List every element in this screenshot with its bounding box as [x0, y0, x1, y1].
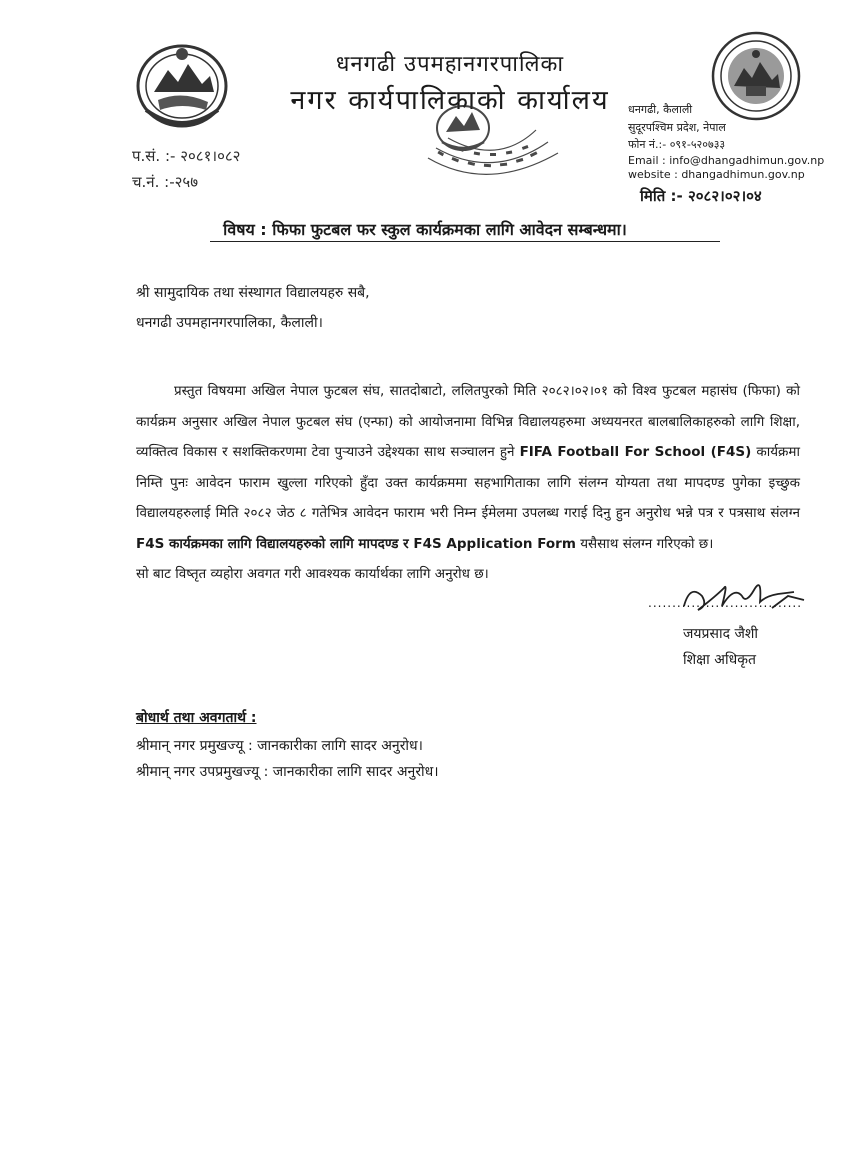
signature-line: ................................: [648, 596, 803, 610]
body-paragraph-1: [136, 376, 800, 559]
reference-cn: च.नं. :-२५७: [132, 173, 199, 191]
recipient-line-2: धनगढी उपमहानगरपालिका, कैलाली।: [136, 315, 323, 331]
cc-line-1: श्रीमान् नगर प्रमुखज्यू : जानकारीका लागि सादर अनुरोध।: [136, 738, 423, 754]
header-municipality-name: धनगढी उपमहानगरपालिका: [335, 52, 565, 77]
contact-city: धनगढी, कैलाली: [628, 103, 693, 116]
header-office-name: नगर कार्यपालिकाको कार्यालय: [290, 85, 610, 116]
body-text-program-name: FIFA Football For School (F4S): [519, 444, 752, 460]
signatory-title: शिक्षा अधिकृत: [683, 652, 756, 668]
body-text-e: यसैसाथ संलग्न गरिएको छ।: [580, 535, 714, 552]
body-text-a: प्रस्तुत विषयमा अखिल नेपाल फुटबल संघ, सातदोबाटो, ललितपुरको मिति २०८२।०२।०१ को विश्व फुटबल महासंघ (फिफा) को कार्यक्रम अनुसार अखिल नेपाल फुटबल संघ (एन्फा) को आयोजनामा विभिन्न विद्यालयहरुमा अध्ययनरत बालबालिकाहरुको लागि शिक्षा, व्यक्तित्व विकास र सशक्तिकरणमा टेवा पुऱ्याउने उद्देश्यका साथ सञ्चालन हुने: [136, 383, 800, 460]
reference-ps: प.सं. :- २०८१।०८२: [132, 147, 241, 165]
cc-line-2: श्रीमान् नगर उपप्रमुखज्यू : जानकारीका लागि सादर अनुरोध।: [136, 764, 439, 780]
body-text-c: कार्यक्रमा निम्ति पुनः आवेदन फाराम खुल्ला गरिएको हुँदा उक्त कार्यक्रममा सहभागिताका लागि संलग्न योग्यता तथा मापदण्ड पुगेका इच्छुक विद्यालयहरुलाई मिति २०८२ जेठ ८ गतेभित्र आवेदन फाराम भरी निम्न ईमेलमा उपलब्ध गराई दिनु हुन अनुरोध भन्ने पत्र र पत्रसाथ संलग्न: [136, 444, 800, 521]
letter-date: मिति :- २०८२।०२।०४: [640, 187, 762, 205]
contact-province: सुदूरपश्चिम प्रदेश, नेपाल: [628, 121, 726, 134]
office-rubber-stamp: [418, 98, 568, 198]
municipality-seal-logo: [710, 30, 802, 122]
contact-phone: फोन नं.:- ०९१-५२०७३३: [628, 138, 726, 151]
contact-email: Email : info@dhangadhimun.gov.np: [628, 154, 825, 167]
letter-body: [136, 376, 800, 590]
recipient-line-1: श्री सामुदायिक तथा संस्थागत विद्यालयहरु सबै,: [136, 285, 370, 301]
letter-subject: विषय : फिफा फुटबल फर स्कुल कार्यक्रमका लागि आवेदन सम्बन्धमा।: [223, 220, 627, 239]
cc-heading: बोधार्थ तथा अवगतार्थ :: [136, 710, 257, 726]
subject-underline: [210, 241, 720, 242]
contact-website: website : dhangadhimun.gov.np: [628, 168, 805, 181]
body-paragraph-2: सो बाट विष्तृत व्यहोरा अवगत गरी आवश्यक कार्यार्थका लागि अनुरोध छ।: [136, 566, 489, 582]
body-text-attachment: F4S कार्यक्रमका लागि विद्यालयहरुको लागि मापदण्ड र F4S Application Form: [136, 535, 576, 552]
signatory-name: जयप्रसाद जैशी: [683, 626, 758, 642]
